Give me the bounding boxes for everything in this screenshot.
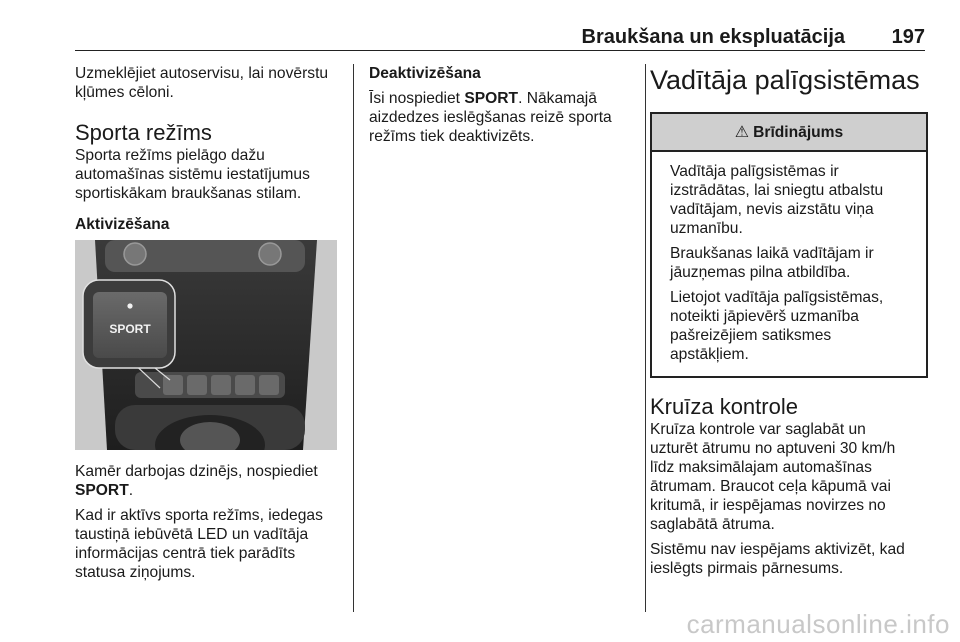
text-line: automašīnas sistēmu iestatījumus bbox=[75, 166, 310, 183]
column-left bbox=[75, 64, 345, 588]
heading-driver-assistance: Vadītāja palīgsistēmas bbox=[650, 65, 920, 95]
warning-triangle-icon: ⚠ bbox=[734, 123, 750, 141]
intro-paragraph bbox=[75, 64, 345, 102]
active-state-paragraph bbox=[75, 506, 345, 582]
text-line: sportiskākam braukšanas stilam. bbox=[75, 185, 302, 202]
text-line: kļūmes cēloni. bbox=[75, 84, 174, 101]
press-sport-paragraph bbox=[75, 462, 345, 500]
text-line: Kad ir aktīvs sporta režīms, iedegas bbox=[75, 507, 323, 524]
text-line: pašreizējiem satiksmes bbox=[670, 327, 832, 344]
text-line: uzturēt ātrumu no aptuveni 30 km/h bbox=[650, 440, 896, 457]
text-line: informācijas centrā tiek parādīts bbox=[75, 545, 296, 562]
text-line: ieslēgts pirmais pārnesums. bbox=[650, 560, 844, 577]
text-line: kritumā, ir iespējamas novirzes no bbox=[650, 497, 886, 514]
text-line: Kamēr darbojas dzinējs, nospiediet bbox=[75, 463, 318, 480]
sport-keyword: SPORT bbox=[464, 90, 519, 107]
warning-title: Brīdinājums bbox=[753, 123, 844, 141]
text-line: aizdedzes ieslēgšanas reizē sporta bbox=[369, 109, 612, 126]
text-line: izstrādātas, lai sniegtu atbalstu bbox=[670, 182, 884, 199]
text-line: Braukšanas laikā vadītājam ir bbox=[670, 245, 874, 262]
text-line: . bbox=[128, 482, 134, 499]
warning-paragraph bbox=[670, 244, 916, 282]
text-line: apstākļiem. bbox=[670, 346, 749, 363]
warning-paragraph bbox=[670, 288, 916, 364]
text-line: vadītājam, nevis aizstātu viņa bbox=[670, 201, 874, 218]
text-line: . Nākamajā bbox=[518, 90, 597, 107]
text-line: taustiņā iebūvētā LED un vadītāja bbox=[75, 526, 309, 543]
text-line: Uzmeklējiet autoservisu, lai novērstu bbox=[75, 65, 329, 82]
heading-sport-mode: Sporta režīms bbox=[75, 120, 212, 145]
cruise-paragraph-2 bbox=[650, 540, 928, 578]
heading-deactivation: Deaktivizēšana bbox=[369, 65, 481, 82]
sport-paragraph bbox=[75, 146, 345, 203]
text-line: Īsi nospiediet bbox=[369, 90, 465, 107]
column-divider bbox=[353, 64, 354, 612]
text-line: Lietojot vadītāja palīgsistēmas, bbox=[670, 289, 884, 306]
section-title: Braukšana un ekspluatācija bbox=[581, 26, 845, 48]
page-header bbox=[75, 26, 925, 51]
heading-activation: Aktivizēšana bbox=[75, 216, 170, 233]
heading-cruise-control: Kruīza kontrole bbox=[650, 394, 798, 419]
text-line: režīms tiek deaktivizēts. bbox=[369, 128, 535, 145]
text-line: statusa ziņojums. bbox=[75, 564, 196, 581]
warning-paragraph bbox=[670, 162, 916, 238]
warning-box bbox=[650, 112, 928, 378]
console-drawing bbox=[75, 240, 337, 450]
text-line: ātrumam. Braucot ceļa kāpumā vai bbox=[650, 478, 891, 495]
sport-keyword: SPORT bbox=[75, 482, 129, 499]
column-divider bbox=[645, 64, 646, 612]
deactivation-paragraph bbox=[369, 89, 631, 146]
text-line: Vadītāja palīgsistēmas ir bbox=[670, 163, 839, 180]
sport-button-illustration bbox=[75, 240, 337, 450]
column-middle bbox=[369, 64, 631, 152]
text-line: saglabātā ātruma. bbox=[650, 516, 775, 533]
sport-button-label: SPORT bbox=[109, 322, 151, 336]
text-line: uzmanību. bbox=[670, 220, 743, 237]
watermark: carmanualsonline.info bbox=[686, 609, 950, 639]
text-line: noteikti jāpievērš uzmanība bbox=[670, 308, 859, 325]
warning-header bbox=[652, 114, 926, 152]
text-line: Sistēmu nav iespējams aktivizēt, kad bbox=[650, 541, 905, 558]
column-right bbox=[650, 64, 928, 584]
cruise-paragraph bbox=[650, 420, 928, 534]
text-line: jāuzņemas pilna atbildība. bbox=[670, 264, 851, 281]
text-line: līdz maksimālajam automašīnas bbox=[650, 459, 872, 476]
page-number: 197 bbox=[891, 26, 925, 48]
warning-body bbox=[652, 152, 926, 376]
text-line: Kruīza kontrole var saglabāt un bbox=[650, 421, 866, 438]
text-line: Sporta režīms pielāgo dažu bbox=[75, 147, 265, 164]
